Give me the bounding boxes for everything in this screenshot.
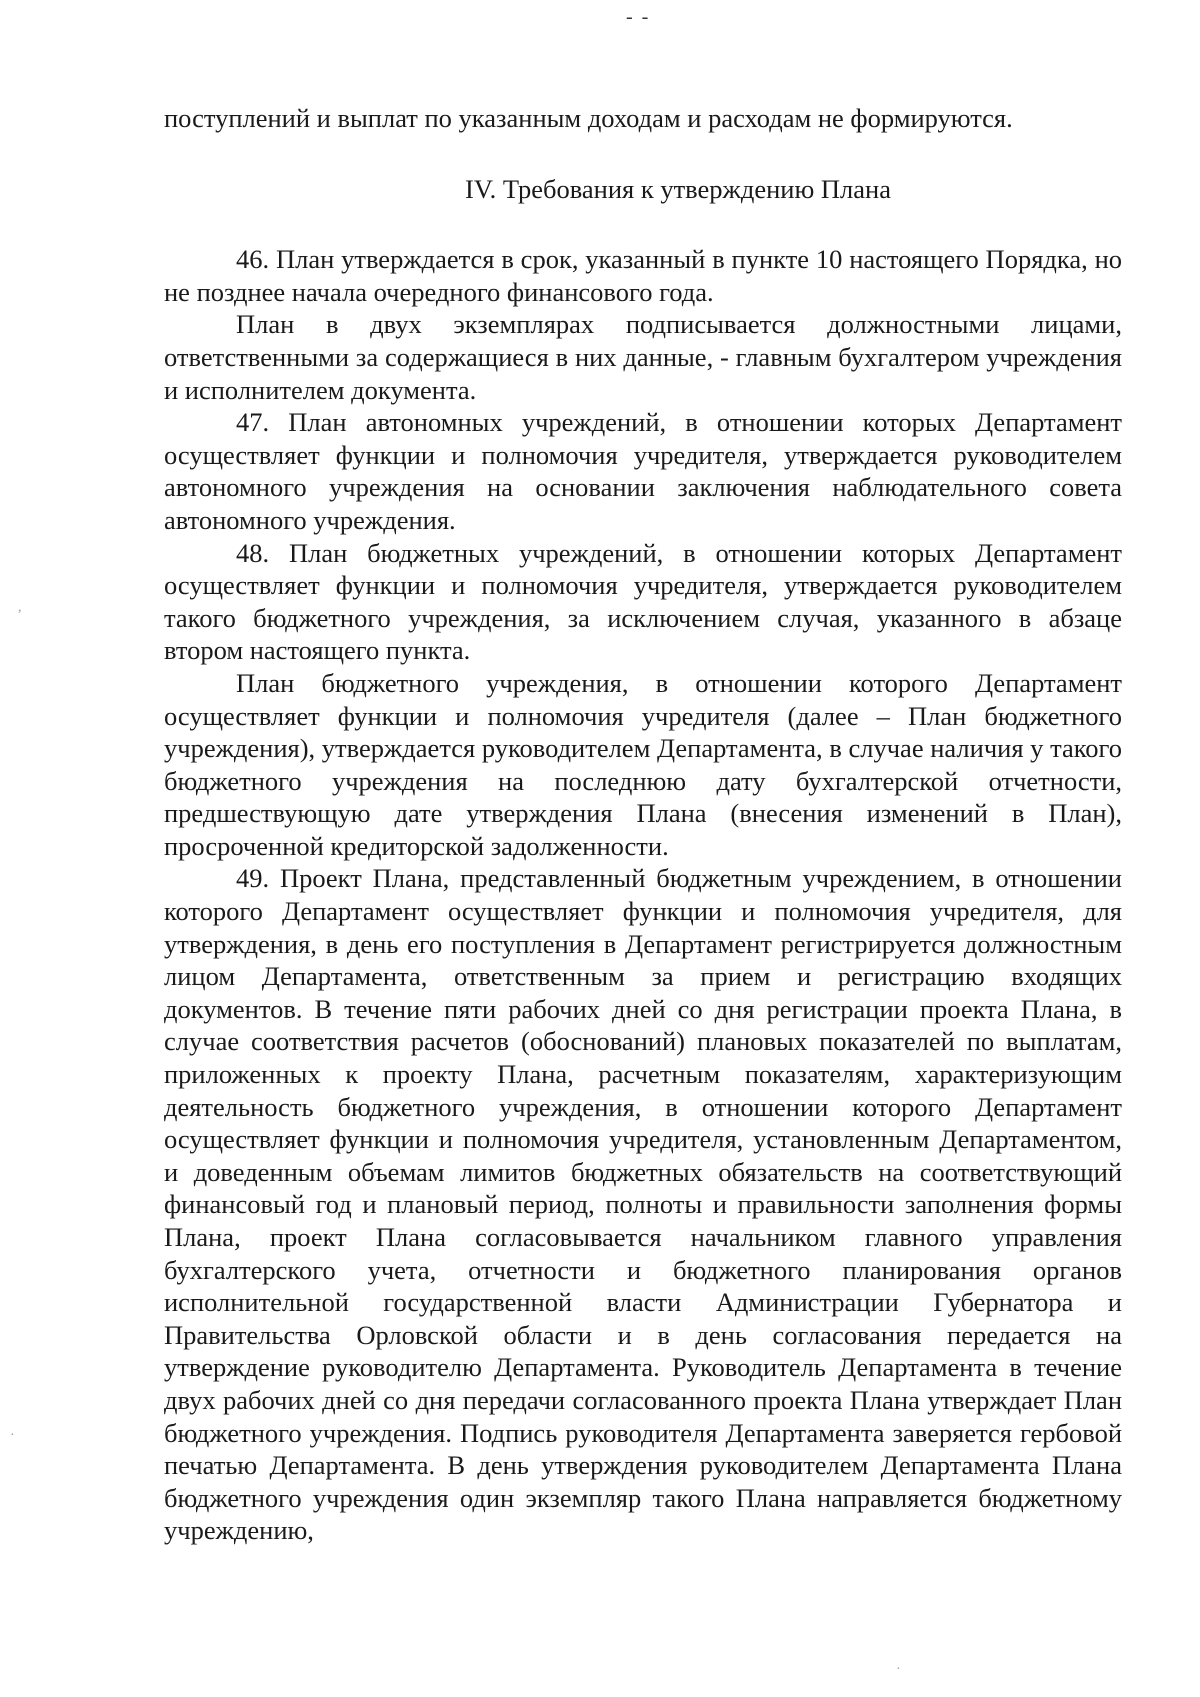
scan-margin-speck: · — [896, 1662, 901, 1677]
scan-margin-speck: · — [10, 1428, 15, 1443]
paragraph-49: 49. Проект Плана, представленный бюджетным учреждением, в отношении которого Департамент осуществляет функции и полномочия учредителя, для утверждения, в день его поступления в Департамент регистрируется должностным лицом Департамента, ответственным за прием и регистрацию входящих документов. В течение пяти рабочих дней со дня регистрации проекта Плана, в случае соответствия расчетов (обоснований) плановых показателей по выплатам, приложенных к проекту Плана, расчетным показателям, характеризующим деятельность бюджетного учреждения, в отношении которого Департамент осуществляет функции и полномочия учредителя, установленным Департаментом, и доведенным объемам лимитов бюджетных обязательств на соответствующий финансовый год и плановый период, полноты и правильности заполнения формы Плана, проект Плана согласовывается начальником главного управления бухгалтерского учета, отчетности и бюджетного планирования органов исполнительной государственной власти Администрации Губернатора и Правительства Орловской области и в день согласования передается на утверждение руководителю Департамента. Руководитель Департамента в течение двух рабочих дней со дня передачи согласованного проекта Плана утверждает План бюджетного учреждения. Подпись руководителя Департамента заверяется гербовой печатью Департамента. В день утверждения руководителем Департамента Плана бюджетного учреждения один экземпляр такого Плана направляется бюджетному учреждению, — [164, 863, 1122, 1546]
paragraph-46-signing: План в двух экземплярах подписывается должностными лицами, ответственными за содержащиеся в них данные, - главным бухгалтером учреждения и исполнителем документа. — [164, 309, 1122, 405]
page-top-mark: - - — [626, 6, 651, 28]
document-body — [164, 102, 1122, 1547]
paragraph-48: 48. План бюджетных учреждений, в отношении которых Департамент осуществляет функции и полномочия учредителя, утверждается руководителем такого бюджетного учреждения, за исключением случая, указанного в абзаце втором настоящего пункта. — [164, 537, 1122, 666]
paragraph-48-second: План бюджетного учреждения, в отношении которого Департамент осуществляет функции и полномочия учредителя (далее – План бюджетного учреждения), утверждается руководителем Департамента, в случае наличия у такого бюджетного учреждения на последнюю дату бухгалтерской отчетности, предшествующую дате утверждения Плана (внесения изменений в План), просроченной кредиторской задолженности. — [164, 667, 1122, 861]
scan-margin-speck: , — [18, 600, 22, 615]
continuation-line: поступлений и выплат по указанным доходам и расходам не формируются. — [164, 103, 1013, 133]
section-heading: IV. Требования к утверждению Плана — [465, 173, 891, 204]
paragraph-47: 47. План автономных учреждений, в отношении которых Департамент осуществляет функции и полномочия учредителя, утверждается руководителем автономного учреждения на основании заключения наблюдательного совета автономного учреждения. — [164, 407, 1122, 535]
paragraph-46: 46. План утверждается в срок, указанный в пункте 10 настоящего Порядка, но не позднее начала очередного финансового года. — [164, 244, 1122, 307]
